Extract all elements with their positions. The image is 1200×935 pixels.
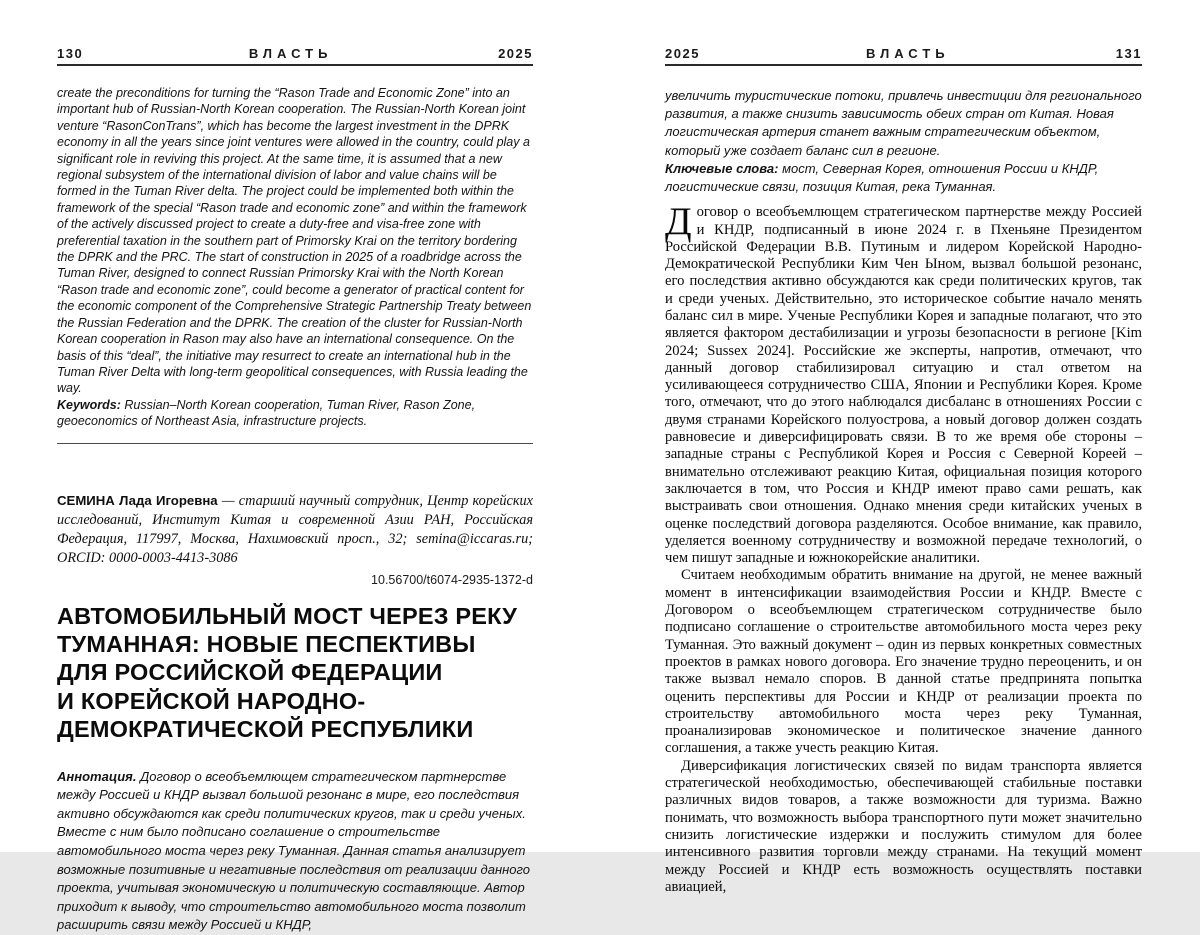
annotation-continuation: увеличить туристические потоки, привлечь инвестиции для регионального развития, а также снизить зависимость обеих стран от Китая. Новая логистическая артерия станет важным стратегическим объектом, который уже создает баланс сил в регионе. bbox=[665, 88, 1142, 158]
annotation-label: Аннотация. bbox=[57, 768, 137, 784]
page-131 bbox=[665, 46, 1142, 896]
page-130 bbox=[57, 46, 533, 935]
article-title-line-3: ДЛЯ РОССИЙСКОЙ ФЕДЕРАЦИИ bbox=[57, 659, 443, 686]
article-doi: 10.56700/t6074-2935-1372-d bbox=[371, 572, 533, 587]
annotation-russian bbox=[57, 768, 533, 935]
keywords-label-ru: Ключевые слова: bbox=[665, 160, 779, 176]
body-paragraph-1 bbox=[665, 200, 1142, 567]
page-number-left: 130 bbox=[57, 46, 84, 61]
article-title-line-1: АВТОМОБИЛЬНЫЙ МОСТ ЧЕРЕЗ РЕКУ bbox=[57, 602, 518, 629]
author-block bbox=[57, 491, 533, 568]
journal-title-left: ВЛАСТЬ bbox=[248, 46, 333, 61]
keywords-english bbox=[57, 397, 533, 430]
article-body bbox=[665, 200, 1142, 896]
year-left: 2025 bbox=[498, 46, 533, 61]
body-paragraph-2: Считаем необходимым обратить внимание на другой, не менее важный момент в интенсификации взаимодействия России и КНДР. Вместе с Договором о всеобъемлющем стратегическом сотрудничестве было подписано соглашение о строительстве автомобильного моста через реку Туманная. Это важный документ – один из первых конкретных совместных проектов в рамках нового договора. Его значение трудно переоценить, и он также вызвал немало споров. В данной статье предпринята попытка оценить перспективы для России и КНДР от реализации проекта по строительству автомобильного моста через реку Туманная, проанализировав экономическое и политическое значение данного соглашения, а также учесть реакцию Китая. bbox=[665, 567, 1142, 757]
keywords-text-ru: мост, Северная Корея, отношения России и КНДР, логистические связи, позиция Китая, река Туманная. bbox=[665, 160, 1099, 195]
running-head-left bbox=[57, 46, 533, 66]
year-right: 2025 bbox=[665, 46, 700, 61]
page-number-right: 131 bbox=[1115, 46, 1142, 61]
author-name: СЕМИНА Лада Игоревна bbox=[57, 492, 218, 508]
keywords-text-en: Russian–North Korean cooperation, Tuman River, Rason Zone, geoeconomics of Northeast Asia, infrastructure projects. bbox=[57, 397, 476, 429]
journal-title-right: ВЛАСТЬ bbox=[866, 46, 950, 61]
body-paragraph-1-text: оговор о всеобъемлющем стратегическом партнерстве между Россией и КНДР, подписанный в июне 2024 г. в Пхеньяне Президентом Российской Федерации В.В. Путиным и лидером Корейской Народно-Демократической Республики Ким Чен Ыном, вызвал большой резонанс, его последствия активно обсуждаются как среди политических кругов, так и среди ученых. Действительно, это историческое событие начало менять баланс сил в мире. Ученые Республики Корея и западные полагают, что это является фактором дестабилизации и угрозы безопасности в регионе [Kim 2024; Sussex 2024]. Российские же эксперты, напротив, отмечают, что данный договор стабилизировал ситуацию и стал ответом на усиливающееся сотрудничество США, Японии и Республики Корея. Кроме того, отмечают, что до этого наблюдался дисбаланс в отношениях России с двумя странами Корейского полуострова, а новый договор должен создать равновесие и диверсифицировать связи. В то же время обе стороны – западные страны с Республикой Корея и Россия с Северной Кореей – внимательно отслеживают реакцию Китая, официальная позиция которого заключается в том, что Россия и КНДР имеют право сами решать, как выстраивать свои отношения. Однако мнения среди китайских ученых в оценке последствий договора разделяются. Особое внимание, как правило, уделяется военному сотрудничеству и возможной передаче технологий, о чем пишут западные и южнокорейские аналитики. bbox=[665, 204, 1142, 567]
running-head-right bbox=[665, 46, 1142, 66]
author-affiliation: — старший научный сотрудник, Центр корейских исследований, Институт Китая и современной Азии РАН, Российская Федерация, 117997, Москва, Нахимовский просп., 32; semina@iccaras.ru; ORCID: 0000-0003-4413-3086 bbox=[57, 492, 533, 566]
drop-cap: Д bbox=[665, 200, 692, 244]
abstract-english: create the preconditions for turning the “Rason Trade and Economic Zone” into an important hub of Russian-North Korean cooperation. The Russian-North Korean joint venture “RasonConTrans”, which has become the largest investment in the DPRK economy in all the years since joint ventures were allowed in the country, could play a significant role in reviving this project. At the same time, it is assumed that a new regional subsystem of the international division of labor and value chains will be formed in the Tuman River delta. The project could be implemented both within the framework of the special “Rason trade and economic zone” and within the framework of the actively discussed project to create a duty-free and visa-free zone with preferential taxation in the southern part of Primorsky Krai on the territory bordering the DPRK and the PRC. The start of construction in 2025 of a roadbridge across the Tuman River, designed to connect Russian Primorsky Krai with the North Korean “Rason trade and economic zone”, could become a generator of practical content for the economic component of the Comprehensive Strategic Partnership Treaty between the Russian Federation and the DPRK. The creation of the cluster for Russian-North Korean cooperation in Rason may also have an international consequence. On the basis of this “deal”, the initiative may resurrect to create an international hub in the Tuman River Delta with long-term geopolitical consequences, with Russia leading the way. bbox=[57, 86, 532, 396]
annotation-text: Договор о всеобъемлющем стратегическом партнерстве между Россией и КНДР вызвал большой резонанс в мире, его последствия активно обсуждаются как среди политических кругов, так и среди ученых. Вместе с ним было подписано соглашение о строительстве автомобильного моста через реку Туманная. Данная статья анализирует возможные позитивные и негативные последствия от реализации данного проекта, учитывая экономическую и политическую составляющие. Автор приходит к выводу, что строительство автомобильного моста позволит расширить связи между Россией и КНДР, bbox=[57, 768, 530, 933]
body-paragraph-3: Диверсификация логистических связей по видам транспорта является стратегической необходимостью, обеспечивающей стабильные поставки различных видов товаров, а также возможности для туризма. Важно понимать, что возможность выбора транспортного пути может значительно снизить логистические издержки и послужить стимулом для более интенсивного развития торговли между странами. На текущий момент между Россией и КНДР есть возможность осуществлять поставки авиацией, bbox=[665, 757, 1142, 895]
article-title-line-2: ТУМАННАЯ: НОВЫЕ ПЕСПЕКТИВЫ bbox=[57, 630, 476, 657]
article-title bbox=[57, 602, 533, 744]
article-title-line-5: ДЕМОКРАТИЧЕСКОЙ РЕСПУБЛИКИ bbox=[57, 716, 474, 743]
keywords-label-en: Keywords: bbox=[57, 397, 121, 412]
section-divider-rule bbox=[57, 443, 533, 444]
article-title-line-4: И КОРЕЙСКОЙ НАРОДНО- bbox=[57, 687, 366, 714]
keywords-russian bbox=[665, 160, 1142, 196]
